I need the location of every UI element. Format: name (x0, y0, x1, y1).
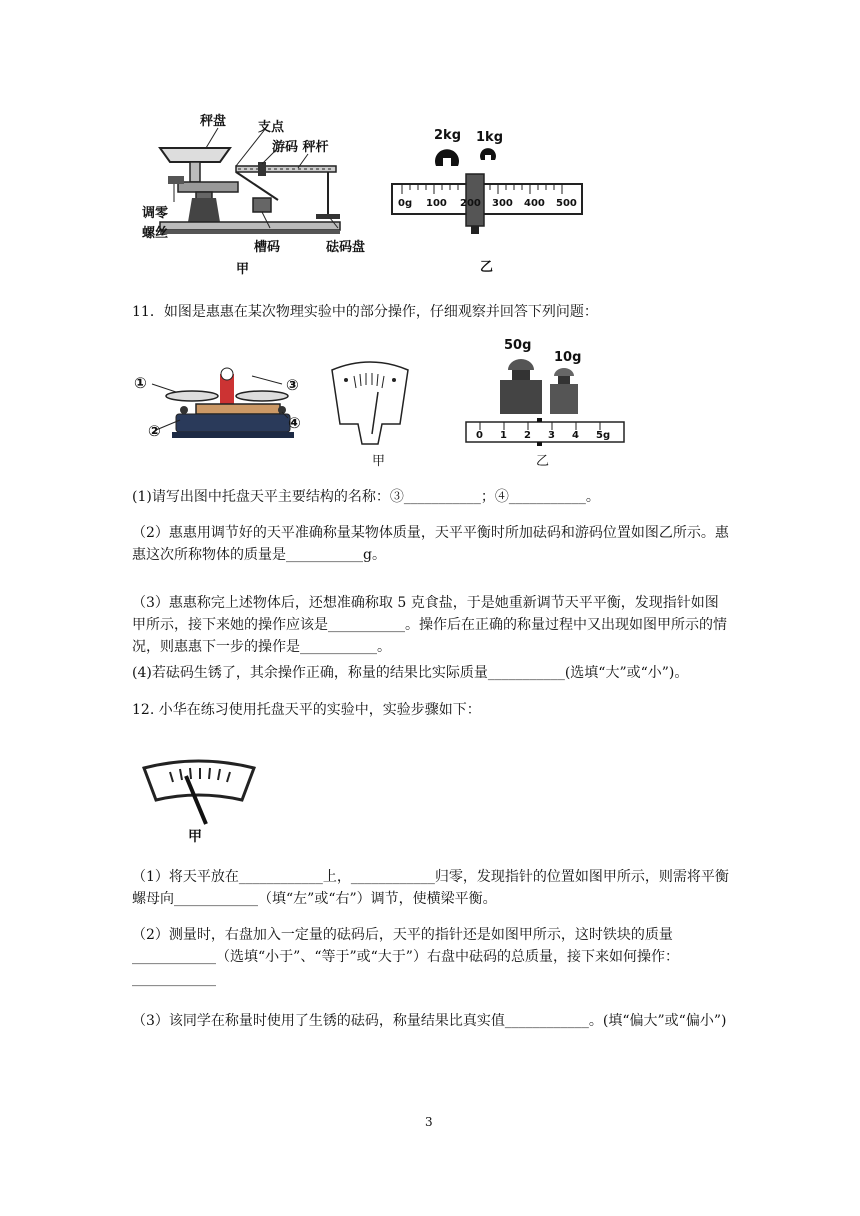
tick-label: 2 (524, 430, 531, 441)
tick-label: 1 (500, 430, 507, 441)
label-weight-pan: 砝码盘 (326, 240, 366, 255)
caption-yi: 乙 (480, 260, 494, 275)
label-zero-screw-1: 调零 (142, 206, 169, 221)
rider-tick-labels (476, 430, 636, 444)
marker-1: ① (134, 374, 147, 392)
q11-part-2: （2）惠惠用调节好的天平准确称量某物体质量，天平平衡时所加砝码和游码位置如图乙所示。惠惠这次所称物体的质量是___________g。 (132, 525, 729, 563)
tick-label: 100 (426, 198, 447, 209)
label-rider-beam: 游码 秤杆 (272, 140, 329, 155)
q11-figure (132, 334, 632, 474)
tick-label: 200 (460, 198, 481, 209)
weight-50g-label: 50g (504, 338, 532, 353)
page-number: 3 (425, 1115, 433, 1129)
q12-dial-drawing (140, 756, 270, 826)
weight-2kg-label: 2kg (434, 128, 461, 143)
tick-label: 0 (476, 430, 483, 441)
q11-intro: 11．如图是惠惠在某次物理实验中的部分操作，仔细观察并回答下列问题： (132, 304, 598, 320)
caption-jia: 甲 (188, 829, 202, 845)
weight-1kg-label: 1kg (476, 130, 503, 145)
caption-yi: 乙 (536, 454, 550, 469)
tick-label: 300 (492, 198, 513, 209)
q12-figure (140, 756, 270, 846)
figure-platform-scale (138, 110, 388, 280)
tick-label: 5g (596, 430, 611, 441)
q11-part-3: （3）惠惠称完上述物体后，还想准确称取 5 克食盐，于是她重新调节天平平衡，发现指针如图甲所示，接下来她的操作应该是___________。操作后在正确的称量过程中又出现如图甲所示的情况，则惠惠下一步的操作是___________。 (132, 595, 727, 655)
q12-part-3: （3）该同学在称量时使用了生锈的砝码，称量结果比真实值____________。(填“偏大”或“偏小”) (132, 1013, 727, 1029)
figure-rider-scale (388, 128, 588, 278)
tick-label: 4 (572, 430, 579, 441)
scale-tick-labels (398, 198, 588, 214)
q11-part-1: (1)请写出图中托盘天平主要结构的名称：③___________；④___________。 (132, 489, 600, 505)
caption-jia: 甲 (372, 454, 386, 469)
weight-10g-label: 10g (554, 350, 582, 365)
label-zero-screw-2: 螺丝 (142, 226, 169, 241)
marker-2: ② (148, 422, 161, 440)
q12-intro: 12. 小华在练习使用托盘天平的实验中，实验步骤如下： (132, 702, 481, 718)
label-pan: 秤盘 (200, 114, 227, 129)
q12-part-2: （2）测量时，右盘加入一定量的砝码后，天平的指针还是如图甲所示，这时铁块的质量____________（选填“小于”、“等于”或“大于”）右盘中砝码的总质量，接下来如何操作：____________ (132, 927, 679, 987)
marker-3: ③ (286, 376, 299, 394)
rider-scale-drawing (388, 128, 588, 248)
q12-part-1: （1）将天平放在____________上，____________归零，发现指针的位置如图甲所示，则需将平衡螺母向____________（填“左”或“右”）调节，使横梁平衡。 (132, 869, 729, 907)
q11-part-4: (4)若砝码生锈了，其余操作正确，称量的结果比实际质量___________(选填“大”或“小”)。 (132, 665, 689, 681)
tick-label: 400 (524, 198, 545, 209)
tick-label: 500 (556, 198, 577, 209)
caption-jia: 甲 (236, 262, 250, 277)
marker-4: ④ (288, 414, 301, 432)
tick-label: 0g (398, 198, 413, 209)
label-fulcrum: 支点 (258, 120, 285, 135)
tick-label: 3 (548, 430, 555, 441)
label-slot-weight: 槽码 (254, 240, 281, 255)
